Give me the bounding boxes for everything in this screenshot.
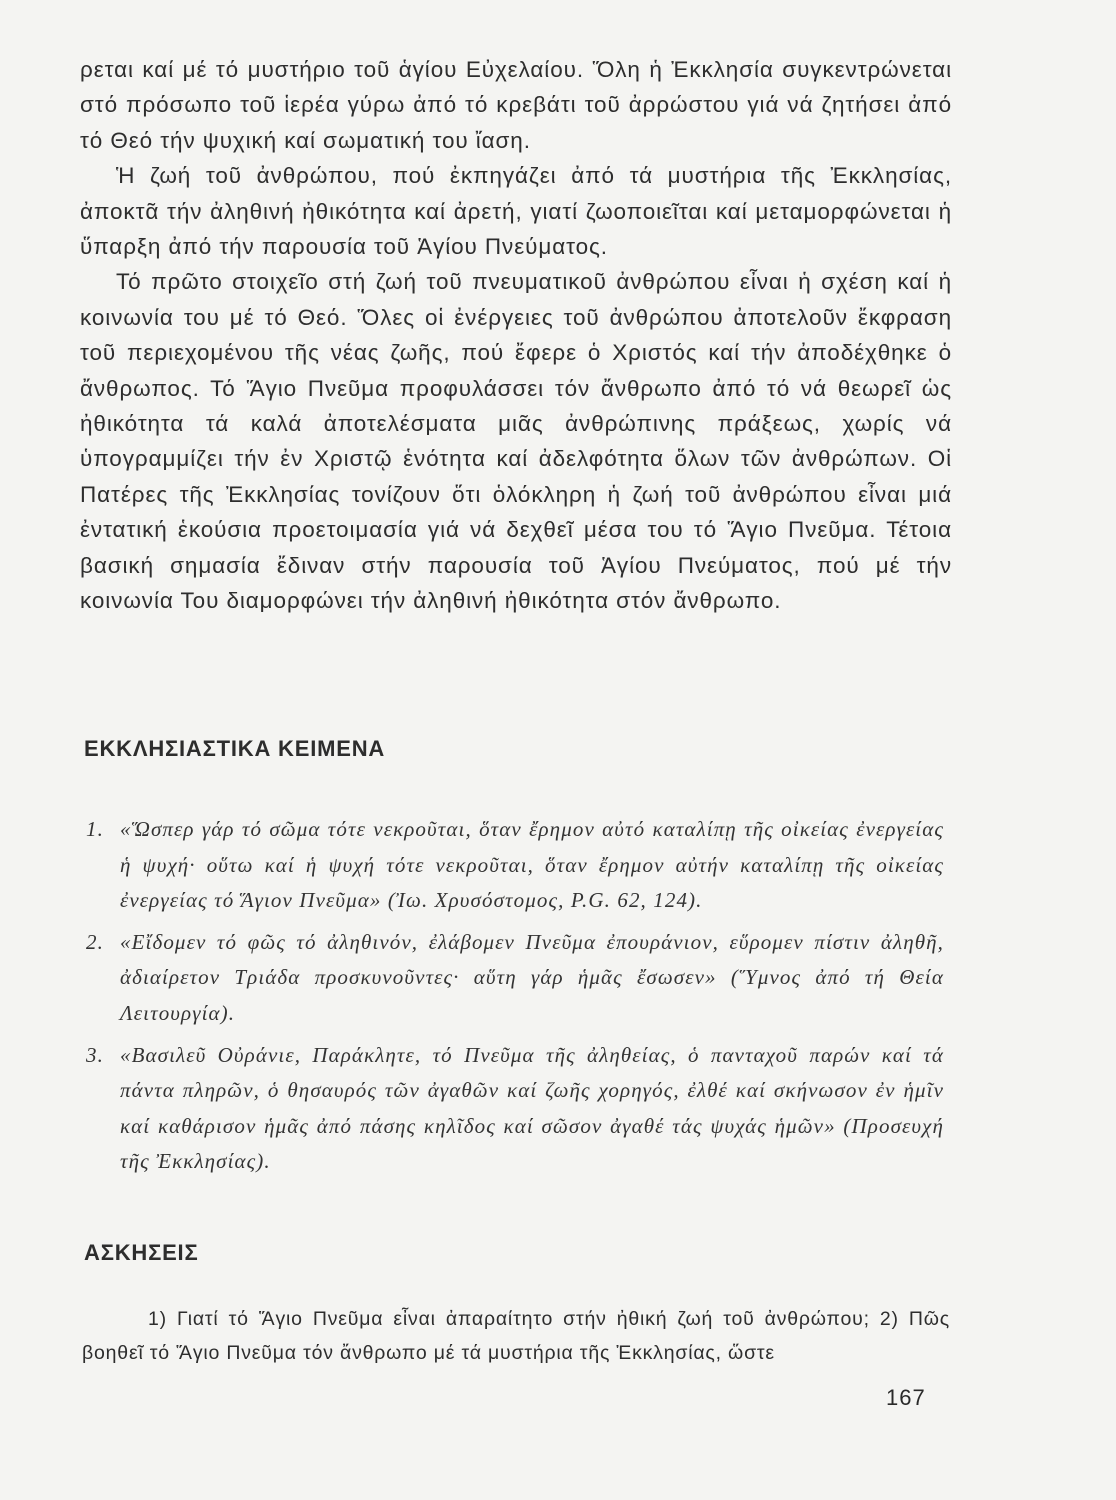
- church-texts-list: [86, 812, 944, 1186]
- item-number: 3.: [86, 1042, 104, 1067]
- list-item: [86, 925, 944, 1032]
- page-number: 167: [886, 1385, 926, 1410]
- exercises-heading: ΑΣΚΗΣΕΙΣ: [84, 1240, 199, 1265]
- body-text: [80, 52, 952, 619]
- church-texts-heading: ΕΚΚΛΗΣΙΑΣΤΙΚΑ ΚΕΙΜΕΝΑ: [84, 736, 386, 761]
- quote-text: «Ὥσπερ γάρ τό σῶμα τότε νεκροῦται, ὅταν ἔρημον αὐτό καταλίπῃ τῆς οἰκείας ἐνεργείας ἡ ψυχή· οὕτω καί ἡ ψυχή τότε νεκροῦται, ὅταν ἔρημον αὐτήν καταλίπῃ τῆς οἰκείας ἐνεργείας τό Ἅγιον Πνεῦμα» (Ἰω. Χρυσόστομος, P.G. 62, 124).: [120, 817, 944, 913]
- quote-text: «Βασιλεῦ Οὐράνιε, Παράκλητε, τό Πνεῦμα τῆς ἀληθείας, ὁ πανταχοῦ παρών καί τά πάντα πληρῶν, ὁ θησαυρός τῶν ἀγαθῶν καί ζωῆς χορηγός, ἐλθέ καί σκήνωσον ἐν ἡμῖν καί καθάρισον ἡμᾶς ἀπό πάσης κηλῖδος καί σῶσον ἀγαθέ τάς ψυχάς ἡμῶν» (Προσευχή τῆς Ἐκκλησίας).: [120, 1042, 944, 1174]
- paragraph: Ἡ ζωή τοῦ ἀνθρώπου, πού ἐκπηγάζει ἀπό τά μυστήρια τῆς Ἐκκλησίας, ἀποκτᾶ τήν ἀληθινή ἠθικότητα καί ἀρετή, γιατί ζωοποιεῖται καί μεταμορφώνεται ἡ ὕπαρξη ἀπό τήν παρουσία τοῦ Ἁγίου Πνεύματος.: [80, 163, 952, 260]
- item-number: 2.: [86, 929, 104, 954]
- paragraph: Τό πρῶτο στοιχεῖο στή ζωή τοῦ πνευματικοῦ ἀνθρώπου εἶναι ἡ σχέση καί ἡ κοινωνία του μέ τό Θεό. Ὅλες οἱ ἐνέργειες τοῦ ἀνθρώπου ἀποτελοῦν ἔκφραση τοῦ περιεχομένου τῆς νέας ζωῆς, πού ἔφερε ὁ Χριστός καί τήν ἀποδέχθηκε ὁ ἄνθρωπος. Τό Ἅγιο Πνεῦμα προφυλάσσει τόν ἄνθρωπο ἀπό τό νά θεωρεῖ ὡς ἠθικότητα τά καλά ἀποτελέσματα μιᾶς ἀνθρώπινης πράξεως, χωρίς νά ὑπογραμμίζει τήν ἐν Χριστῷ ἑνότητα καί ἀδελφότητα ὅλων τῶν ἀνθρώπων. Οἱ Πατέρες τῆς Ἐκκλησίας τονίζουν ὅτι ὁλόκληρη ἡ ζωή τοῦ ἀνθρώπου εἶναι μιά ἐντατική ἑκούσια προετοιμασία γιά νά δεχθεῖ μέσα του τό Ἅγιο Πνεῦμα. Τέτοια βασική σημασία ἔδιναν στήν παρουσία τοῦ Ἁγίου Πνεύματος, πού μέ τήν κοινωνία Του διαμορφώνει τήν ἀληθινή ἠθικότητα στόν ἄνθρωπο.: [80, 269, 952, 614]
- list-item: [86, 1038, 944, 1180]
- quote-text: «Εἴδομεν τό φῶς τό ἀληθινόν, ἐλάβομεν Πνεῦμα ἐπουράνιον, εὕρομεν πίστιν ἀληθῆ, ἀδιαίρετον Τριάδα προσκυνοῦντες· αὕτη γάρ ἡμᾶς ἔσωσεν» (Ὕμνος ἀπό τή Θεία Λειτουργία).: [120, 929, 944, 1025]
- exercises-text: 1) Γιατί τό Ἅγιο Πνεῦμα εἶναι ἀπαραίτητο στήν ἠθική ζωή τοῦ ἀνθρώπου; 2) Πῶς βοηθεῖ τό Ἅγιο Πνεῦμα τόν ἄνθρωπο μέ τά μυστήρια τῆς Ἐκκλησίας, ὥστε: [82, 1308, 950, 1364]
- list-item: [86, 812, 944, 919]
- item-number: 1.: [86, 817, 104, 841]
- paragraph: ρεται καί μέ τό μυστήριο τοῦ ἁγίου Εὐχελαίου. Ὅλη ἡ Ἐκκλησία συγκεντρώνεται στό πρόσωπο τοῦ ἱερέα γύρω ἀπό τό κρεβάτι τοῦ ἀρρώστου γιά νά ζητήσει ἀπό τό Θεό τήν ψυχική καί σωματική του ἴαση.: [80, 57, 952, 153]
